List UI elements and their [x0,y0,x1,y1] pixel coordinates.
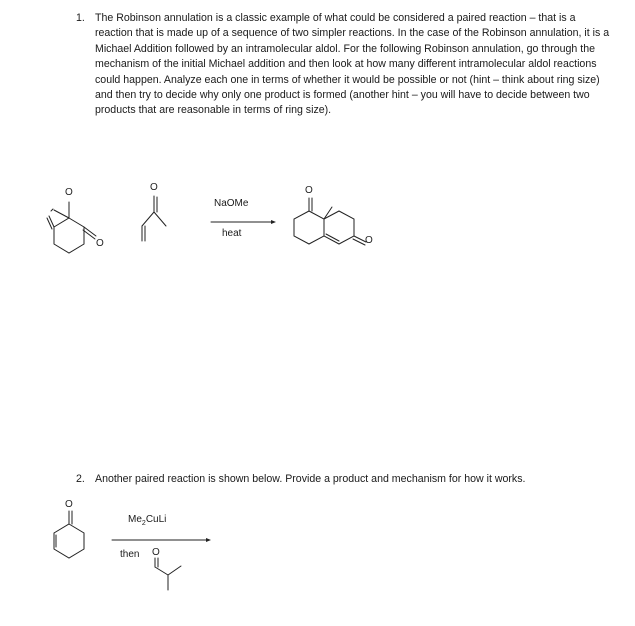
question-2-text: Another paired reaction is shown below. Provide a product and mechanism for how it works. [95,473,526,485]
dione-oxygen-label: O [65,187,73,198]
product-oxygen-label-2: O [365,235,373,246]
cyclohexenone-oxygen-label: O [65,499,73,510]
cyclohexenone-structure [54,511,84,558]
dione-structure [47,202,96,253]
dione-oxygen-label-2: O [96,238,104,249]
product-structure [294,198,366,245]
reagent-heat-label: heat [222,228,242,239]
product-oxygen-label: O [305,185,313,196]
question-1-number: 1. [76,12,85,24]
question-2-number: 2. [76,473,85,485]
aldehyde-oxygen-label: O [152,547,160,558]
reagent-then-label: then [120,549,140,560]
reagent-me2culi-label: $Me_2CuLi$ [128,514,167,527]
question-1-text: The Robinson annulation is a classic example of what could be considered a paired reaction – that is a reaction that is made up of a sequence of two simpler reactions. In the case of the Robinson annulation, it is a Michael Addition followed by an intramolecular aldol. For the following Robinson annulation, go through the mechanism of the initial Michael addition and then look at how many different intramolecular aldol reactions could happen. Analyze each one in terms of whether it would be possible or not (hint – think about ring size) and then try to decide why only one product is formed (another hint – you will have to decide between two products that are reasonable in terms of ring size). [95,12,610,117]
mvk-oxygen-label: O [150,182,158,193]
reagent-naome-label: NaOMe [214,198,249,209]
aldehyde-structure [155,558,181,590]
mvk-structure [142,196,166,241]
